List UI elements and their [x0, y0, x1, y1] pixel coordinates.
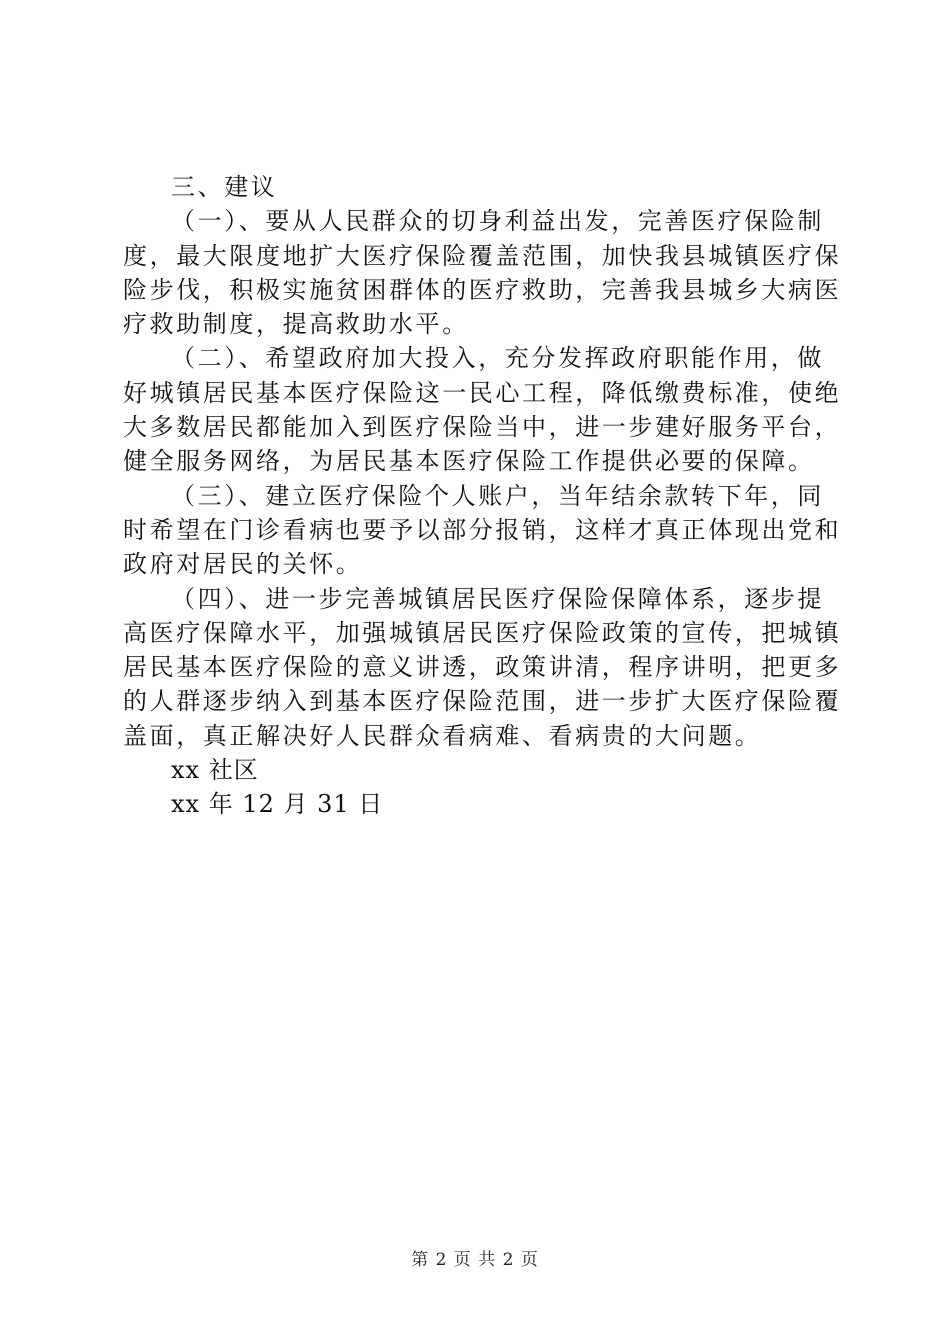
paragraph-line: 疗救助制度，提高救助水平。 — [123, 310, 469, 339]
page-number-footer: 第 2 页 共 2 页 — [411, 1250, 539, 1270]
paragraph-line: 度，最大限度地扩大医疗保险覆盖范围，加快我县城镇医疗保 — [123, 241, 842, 270]
paragraph-line: 的人群逐步纳入到基本医疗保险范围，进一步扩大医疗保险覆 — [123, 687, 842, 716]
paragraph-line: （二）、希望政府加大投入，充分发挥政府职能作用，做 — [171, 344, 824, 373]
paragraph-line: 时希望在门诊看病也要予以部分报销，这样才真正体现出党和 — [123, 515, 842, 544]
paragraph-line: 政府对居民的关怀。 — [123, 550, 363, 579]
paragraph-line: （四）、进一步完善城镇居民医疗保险保障体系，逐步提 — [171, 584, 824, 613]
section-heading: 三、建议 — [171, 173, 278, 201]
paragraph-2 — [123, 341, 842, 478]
paragraph-4 — [123, 582, 842, 753]
paragraph-line: 大多数居民都能加入到医疗保险当中，进一步建好服务平台， — [123, 413, 842, 442]
paragraph-line: 盖面，真正解决好人民群众看病难、看病贵的大问题。 — [123, 721, 762, 750]
signature-organization: xx 社区 — [171, 756, 259, 785]
paragraph-3 — [123, 479, 842, 582]
paragraph-line: （三）、建立医疗保险个人账户，当年结余款转下年，同 — [171, 481, 824, 510]
paragraph-line: 居民基本医疗保险的意义讲透，政策讲清，程序讲明，把更多 — [123, 653, 842, 682]
paragraph-line: 好城镇居民基本医疗保险这一民心工程，降低缴费标准，使绝 — [123, 378, 842, 407]
paragraph-line: 险步伐，积极实施贫困群体的医疗救助，完善我县城乡大病医 — [123, 275, 842, 304]
document-body — [123, 170, 842, 822]
paragraph-line: 高医疗保障水平，加强城镇居民医疗保险政策的宣传，把城镇 — [123, 618, 842, 647]
paragraph-line: 健全服务网络，为居民基本医疗保险工作提供必要的保障。 — [123, 447, 815, 476]
paragraph-1 — [123, 204, 842, 341]
signature-date: xx 年 12 月 31 日 — [171, 790, 384, 819]
paragraph-line: （一）、要从人民群众的切身利益出发，完善医疗保险制 — [171, 207, 824, 236]
